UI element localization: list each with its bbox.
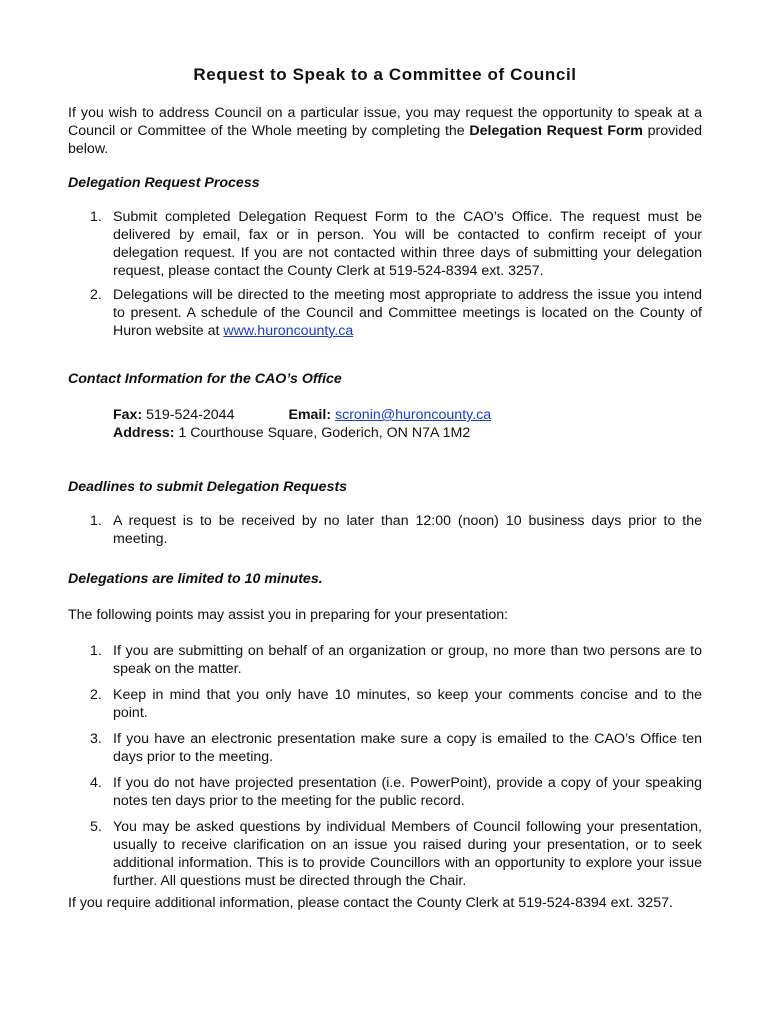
list-item: [68, 818, 702, 890]
process-list: [68, 208, 702, 340]
list-text: If you are submitting on behalf of an organization or group, no more than two persons are to speak on the matter.: [113, 643, 702, 677]
points-intro: The following points may assist you in preparing for your presentation:: [68, 607, 509, 623]
points-list: [68, 642, 702, 890]
list-number: 5.: [90, 819, 102, 835]
list-text: A request is to be received by no later than 12:00 (noon) 10 business days prior to the meeting.: [113, 513, 702, 547]
intro-text-before: If you wish to address Council on a particular issue, you may request the opportunity to speak at a Council or Committee of the Whole meeting by completing the: [68, 105, 702, 139]
list-item: [68, 286, 702, 340]
intro-paragraph: [68, 104, 702, 158]
list-item: [68, 774, 702, 810]
fax-label: Fax:: [113, 407, 143, 423]
page-title: Request to Speak to a Committee of Council: [193, 65, 577, 84]
deadlines-list: [68, 512, 702, 548]
list-item: [68, 730, 702, 766]
fax-value: 519-524-2044: [142, 407, 235, 423]
list-item: [68, 642, 702, 678]
list-number: 1.: [90, 513, 102, 529]
list-number: 3.: [90, 731, 102, 747]
list-item: [68, 512, 702, 548]
time-limit-heading: Delegations are limited to 10 minutes.: [68, 571, 323, 587]
list-number: 1.: [90, 643, 102, 659]
intro-text-after: provided below.: [68, 123, 702, 157]
process-heading: Delegation Request Process: [68, 175, 260, 191]
list-text: You may be asked questions by individual Members of Council following your presentation, usually to receive clarification on an issue you raised during your presentation, or to seek additional information. This is to provide Councillors with an opportunity to explore your issue further. All questions must be directed through the Chair.: [113, 819, 702, 889]
website-link[interactable]: www.huroncounty.ca: [223, 323, 354, 339]
list-number: 4.: [90, 775, 102, 791]
list-text: If you have an electronic presentation make sure a copy is emailed to the CAO’s Office ten days prior to the meeting.: [113, 731, 702, 765]
intro-bold-form-name: Delegation Request Form: [469, 123, 643, 139]
list-text: Submit completed Delegation Request Form to the CAO’s Office. The request must be delivered by email, fax or in person. You will be contacted to confirm receipt of your delegation request. If you are not contacted within three days of submitting your delegation request, please contact the County Clerk at 519-524-8394 ext. 3257.: [113, 209, 702, 279]
list-item: [68, 686, 702, 722]
address-label: Address:: [113, 425, 175, 441]
contact-heading: Contact Information for the CAO’s Office: [68, 371, 342, 387]
list-number: 2.: [90, 287, 102, 303]
contact-block: [68, 406, 702, 442]
email-label: Email:: [288, 407, 332, 423]
list-text: Delegations will be directed to the meeting most appropriate to address the issue you intend to present. A schedule of the Council and Committee meetings is located on the County of Huron website at: [113, 287, 702, 339]
list-number: 2.: [90, 687, 102, 703]
list-number: 1.: [90, 209, 102, 225]
fax-email-row: [113, 406, 702, 424]
document-page: [68, 66, 702, 912]
list-text: If you do not have projected presentation (i.e. PowerPoint), provide a copy of your speaking notes ten days prior to the meeting for the public record.: [113, 775, 702, 809]
email-link[interactable]: scronin@huroncounty.ca: [335, 407, 492, 423]
address-row: [113, 424, 702, 442]
address-value: 1 Courthouse Square, Goderich, ON N7A 1M2: [174, 425, 471, 441]
list-item: [68, 208, 702, 280]
closing-paragraph: If you require additional information, please contact the County Clerk at 519-524-8394 ext. 3257.: [68, 895, 673, 911]
deadlines-heading: Deadlines to submit Delegation Requests: [68, 479, 348, 495]
list-text: Keep in mind that you only have 10 minutes, so keep your comments concise and to the point.: [113, 687, 702, 721]
